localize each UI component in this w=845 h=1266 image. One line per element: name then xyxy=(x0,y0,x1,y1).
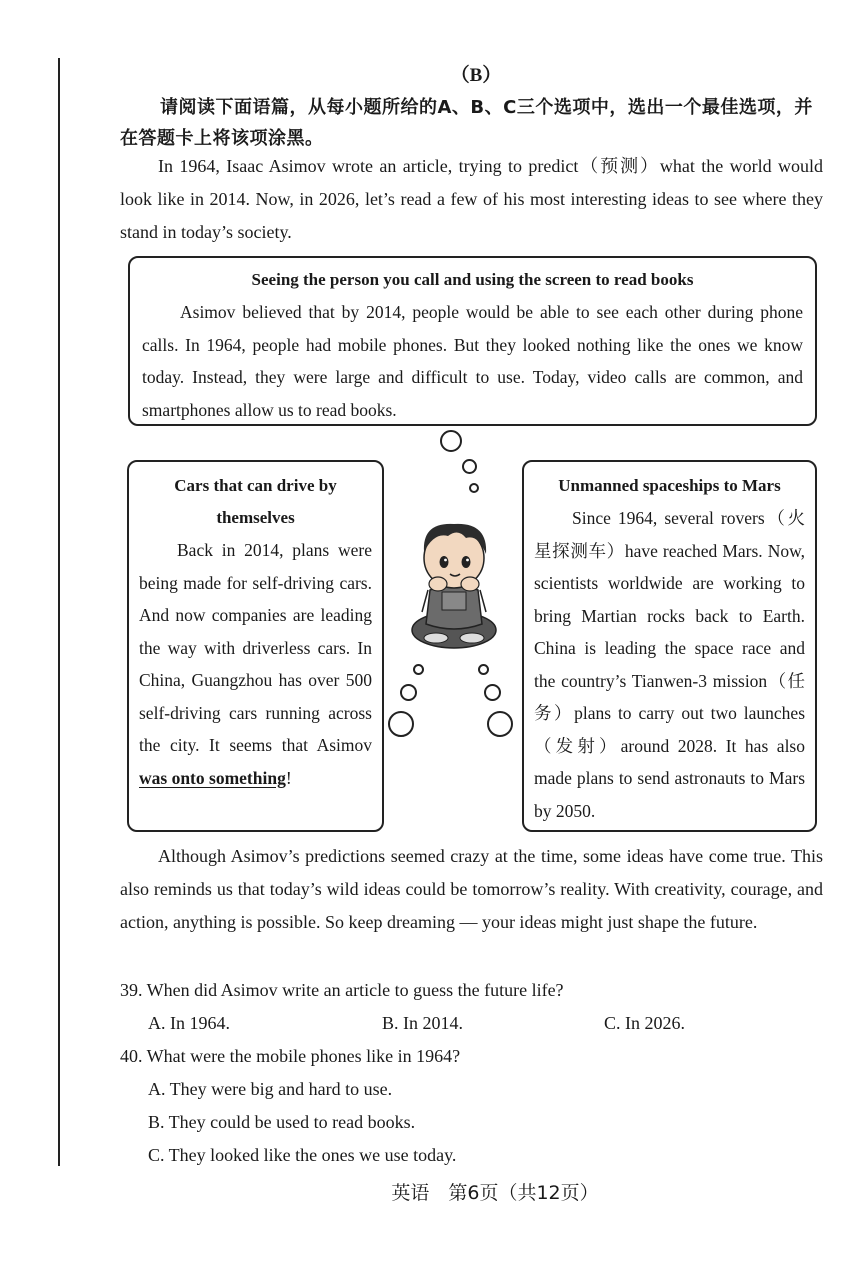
question-40-option-b: B. They could be used to read books. xyxy=(148,1112,416,1132)
thought-bubble-icon xyxy=(478,664,489,675)
idea-box-body: Since 1964, several rovers（火星探测车）have reached Mars. Now, scientists worldwide are working to bring Martian rocks back to Earth. China is leading the space race and the country’s Tianwen-3 mission（任务）plans to carry out two launches（发射）around 2028. It has also made plans to send astronauts to Mars by 2050. xyxy=(534,508,805,821)
body-text: Back in 2014, plans were being made for self-driving cars. And now companies are leading the way with driverless cars. In China, Guangzhou has over 500 self-driving cars running across the city. It seems that Asimov xyxy=(139,540,372,755)
section-title: （B） xyxy=(450,65,502,86)
dreaming-boy-illustration xyxy=(408,512,500,652)
question-40: 40. What were the mobile phones like in 1964? xyxy=(120,1046,461,1066)
thought-bubble-icon xyxy=(400,684,417,701)
idea-box-body xyxy=(139,534,372,794)
thought-bubble-icon xyxy=(469,483,479,493)
page-footer: 英语 第6页（共12页） xyxy=(391,1182,599,1204)
binding-margin-line xyxy=(58,58,60,1166)
question-39: 39. When did Asimov write an article to guess the future life? xyxy=(120,980,564,1000)
question-40-option-a: A. They were big and hard to use. xyxy=(148,1079,393,1099)
underlined-key-phrase: was onto something xyxy=(139,767,286,788)
thought-bubble-icon xyxy=(413,664,424,675)
idea-box-body: Asimov believed that by 2014, people would be able to see each other during phone calls. In 1964, people had mobile phones. But they looked nothing like the ones we know today. Instead, they were large and difficult to use. Today, video calls are common, and smartphones allow us to read books. xyxy=(142,302,803,420)
body-text-end: ! xyxy=(285,767,292,788)
thought-bubble-icon xyxy=(484,684,501,701)
intro-paragraph: In 1964, Isaac Asimov wrote an article, trying to predict（预测）what the world would look like in 2014. Now, in 2026, let’s read a few of his most interesting ideas to see where they stand in today’s society. xyxy=(120,156,823,242)
question-39-option-a: A. In 1964. xyxy=(148,1013,230,1033)
thought-bubble-icon xyxy=(440,430,462,452)
idea-box-title: Unmanned spaceships to Mars xyxy=(558,476,781,495)
thought-bubble-icon xyxy=(462,459,477,474)
idea-box-mars xyxy=(522,460,817,832)
question-40-option-c: C. They looked like the ones we use today. xyxy=(148,1145,457,1165)
question-39-option-b: B. In 2014. xyxy=(382,1013,463,1033)
chinese-instructions: 请阅读下面语篇，从每小题所给的A、B、C三个选项中，选出一个最佳选项，并在答题卡上将该项涂黑。 xyxy=(120,97,813,149)
idea-box-title: Seeing the person you call and using the screen to read books xyxy=(251,270,694,289)
conclusion-paragraph: Although Asimov’s predictions seemed crazy at the time, some ideas have come true. This also reminds us that today’s wild ideas could be tomorrow’s reality. With creativity, courage, and action, anything is possible. So keep dreaming — your ideas might just shape the future. xyxy=(120,846,823,932)
idea-box-video-calls xyxy=(128,256,817,426)
idea-box-self-driving-cars xyxy=(127,460,384,832)
idea-box-title: Cars that can drive by themselves xyxy=(174,476,337,527)
thought-bubble-icon xyxy=(487,711,513,737)
question-39-option-c: C. In 2026. xyxy=(604,1013,685,1033)
thought-bubble-icon xyxy=(388,711,414,737)
